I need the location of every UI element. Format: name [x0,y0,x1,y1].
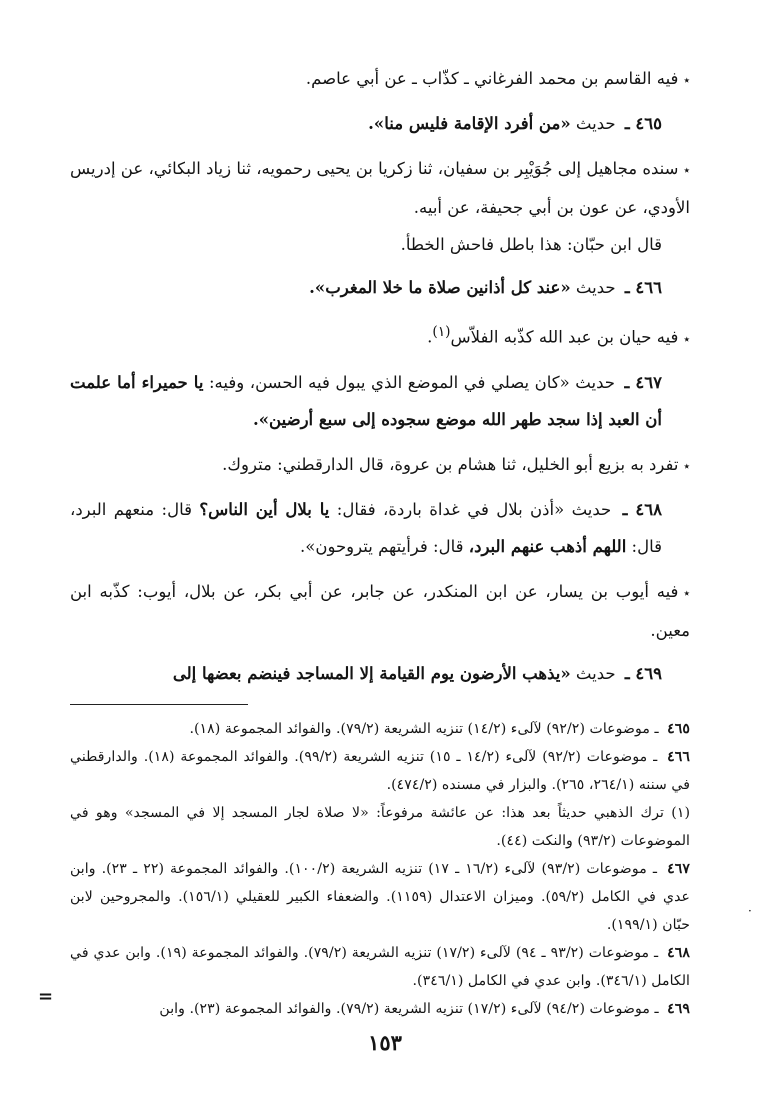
bullet-star-icon: ٭ [683,163,690,177]
paragraph-1: ٭فيه القاسم بن محمد الفرغاني ـ كذّاب ـ عن أبي عاصم. [305,69,690,88]
paragraph-4: ٭فيه حيان بن عبد الله كذّبه الفلاّس$^{(١)}$. [427,324,690,347]
footnote-468: ٤٦٨ ـ موضوعات (٩٣/٢ ـ ٩٤) لآلىء (١٧/٢) تنزيه الشريعة (٧٩/٢). والفوائد المجموعة (١٩). وابن عدي في الكامل (٣٤٦/١). وابن عدي في الكامل (٣٤٦/١). [70,944,691,989]
footnote-divider [70,704,248,705]
bullet-star-icon: ٭ [683,73,690,87]
hadith-468: ٤٦٨ ـ حديث «أذن بلال في غداة باردة، فقال: يا بلال أين الناس؟ قال: منعهم البرد، قال: اللهم أذهب عنهم البرد، قال: فرأيتهم يتروحون». [70,499,662,556]
paragraph-2: ٭سنده مجاهيل إلى جُوَيْبِر بن سفيان، ثنا زكريا بن يحيى رحمويه، ثنا زياد البكائي، عن إدريس الأودي، عن عون بن أبي جحيفة، عن أبيه. [70,159,690,217]
paragraph-6: ٭فيه أيوب بن يسار، عن ابن المنكدر، عن جابر، عن أبي بكر، عن بلال، أيوب: كذّبه ابن معين. [70,581,690,640]
hadith-467: ٤٦٧ ـ حديث «كان يصلي في الموضع الذي يبول فيه الحسن، وفيه: يا حميراء أما علمت أن العبد إذا سجد طهر الله موضع سجوده إلى سبع أرضين». [70,372,662,429]
margin-dot-icon: · [748,904,752,918]
hadith-465: ٤٦٥ ـ حديث «من أفرد الإقامة فليس منا». [368,114,662,133]
footnote-466: ٤٦٦ ـ موضوعات (٩٢/٢) لآلىء (١٤/٢ ـ ١٥) تنزيه الشريعة (٩٩/٢). والفوائد المجموعة (١٨). والدارقطني في سننه (٢٦٤/١، ٢٦٥). والبزار في مسنده (٤٧٤/٢). [70,748,690,793]
footnote-467: ٤٦٧ ـ موضوعات (٩٣/٢) لآلىء (١٦/٢ ـ ١٧) تنزيه الشريعة (١٠٠/٢). والفوائد المجموعة (٢٢ ـ ٢٣). وابن عدي في الكامل (٥٩/٢). وميزان الاعتدال (١١٥٩). والضعفاء الكبير للعقيلي (١٥٦/١). والمجروحين لابن حبّان (١٩٩/١). [70,860,690,933]
footnote-469: ٤٦٩ ـ موضوعات (٩٤/٢) لآلىء (١٧/٢) تنزيه الشريعة (٧٩/٢). والفوائد المجموعة (٢٣). وابن [159,1000,690,1017]
footnote-1: (١) ترك الذهبي حديثاً بعد هذا: عن عائشة مرفوعاً: «لا صلاة لجار المسجد إلا في المسجد» وهو في الموضوعات (٩٣/٢) والنكت (٤٤). [70,804,690,849]
paragraph-3: قال ابن حبّان: هذا باطل فاحش الخطأ. [400,235,662,254]
hadith-469: ٤٦٩ ـ حديث «يذهب الأرضون يوم القيامة إلا المساجد فينضم بعضها إلى [172,663,662,683]
hadith-466: ٤٦٦ ـ حديث «عند كل أذانين صلاة ما خلا المغرب». [309,278,662,297]
footnote-465: ٤٦٥ ـ موضوعات (٩٢/٢) لآلىء (١٤/٢) تنزيه الشريعة (٧٩/٢). والفوائد المجموعة (١٨). [189,720,690,737]
continuation-mark: = [38,986,54,1007]
bullet-star-icon: ٭ [683,458,690,473]
bullet-star-icon: ٭ [683,331,690,346]
paragraph-5: ٭تفرد به بزيع أبو الخليل، ثنا هشام بن عروة، قال الدارقطني: متروك. [222,454,690,474]
page-number: ١٥٣ [368,1030,402,1055]
bullet-star-icon: ٭ [683,585,690,600]
page-body [70,60,690,1023]
